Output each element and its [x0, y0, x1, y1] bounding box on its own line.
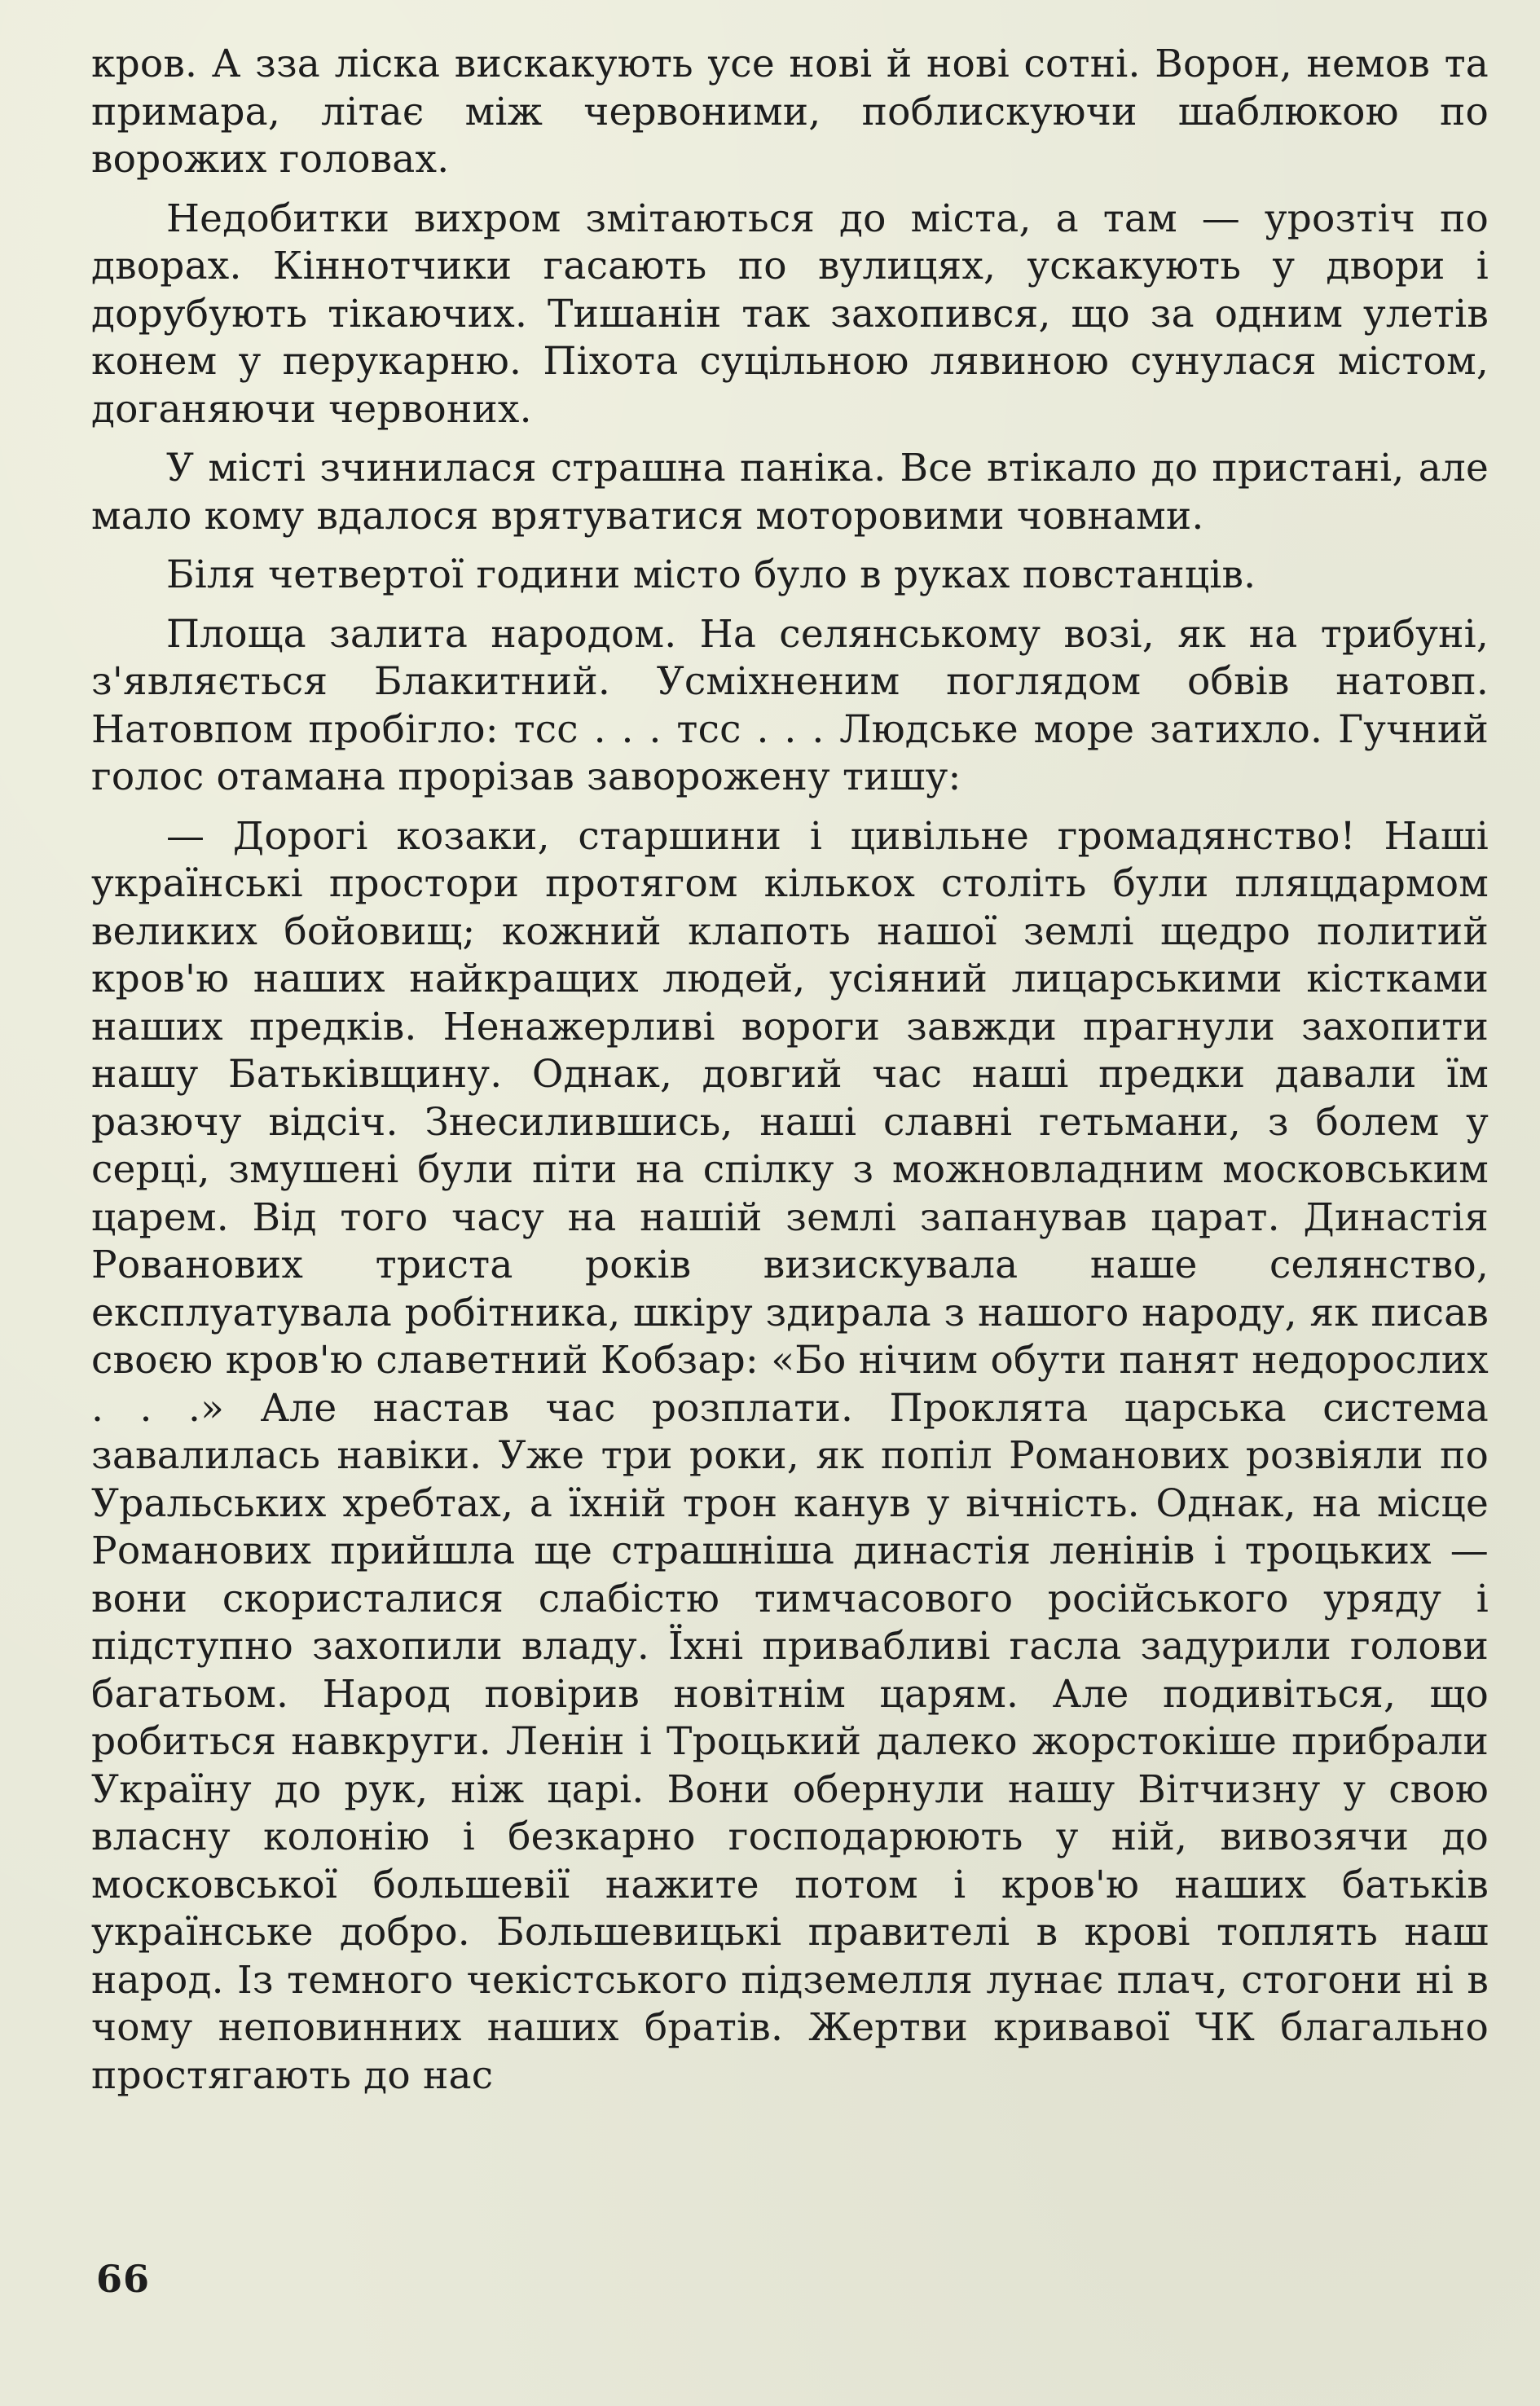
page-number: 66: [96, 2257, 151, 2301]
paragraph-4: Біля четвертої години місто було в руках повстанців.: [166, 552, 1256, 597]
paragraph-1: кров. А зза ліска вискакують усе нові й нові сотні. Ворон, немов та примара, літає між червоними, поблискуючи шаблюкою по ворожих головах.: [91, 42, 1489, 182]
book-page: [91, 41, 1489, 2371]
paragraph-3: У місті зчинилася страшна паніка. Все втікало до пристані, але мало кому вдалося врятуватися моторовими човнами.: [91, 446, 1489, 539]
page-text: [91, 41, 1489, 2100]
paragraph-6: — Дорогі козаки, старшини і цивільне громадянство! Наші українські простори протягом кількох століть були пляцдармом великих бойовищ; кожний клапоть нашої землі щедро политий кров'ю наших найкращих людей, усіяний лицарськими кістками наших предків. Ненажерливі вороги завжди прагнули захопити нашу Батьківщину. Однак, довгий час наші предки давали їм разючу відсіч. Знесилившись, наші славні гетьмани, з болем у серці, змушені були піти на спілку з можновладним московським царем. Від того часу на нашій землі запанував царат. Династія Рованових триста років визискувала наше селянство, експлуатувала робітника, шкіру здирала з нашого народу, як писав своєю кров'ю славетний Кобзар: «Бо нічим обути панят недорослих . . .» Але настав час розплати. Проклята царська система завалилась навіки. Уже три роки, як попіл Романових розвіяли по Уральських хребтах, а їхній трон канув у вічність. Однак, на місце Романових прийшла ще страшніша династія ленінів і троцьких — вони скористалися слабістю тимчасового російського уряду і підступно захопили владу. Їхні привабливі гасла задурили голови багатьом. Народ повірив новітнім царям. Але подивіться, що робиться навкруги. Ленін і Троцький далеко жорстокіше прибрали Україну до рук, ніж царі. Вони обернули нашу Вітчизну у свою власну колонію і безкарно господарюють у ній, вивозячи до московської большевії нажите потом і кров'ю наших батьків українське добро. Большевицькі правителі в крові топлять наш народ. Із темного чекістського підземелля лунає плач, стогони ні в чому неповинних наших братів. Жертви кривавої ЧК благально простягають до нас: [91, 813, 1489, 2098]
paragraph-2: Недобитки вихром змітаються до міста, а там — урозтіч по дворах. Кіннотчики гасають по вулицях, уcкакують у двори і дорубують тікаючих. Тишанін так захопився, що за одним улетів конем у перукарню. Піхота суцільною лявиною сунулася містом, доганяючи червоних.: [91, 196, 1489, 432]
paragraph-5: Площа залита народом. На селянському возі, як на трибуні, з'являється Блакитний. Усміхненим поглядом обвів натовп. Натовпом пробігло: тсс . . . тсс . . . Людське море затихло. Гучний голос отамана прорізав заворожену тишу:: [91, 611, 1489, 799]
